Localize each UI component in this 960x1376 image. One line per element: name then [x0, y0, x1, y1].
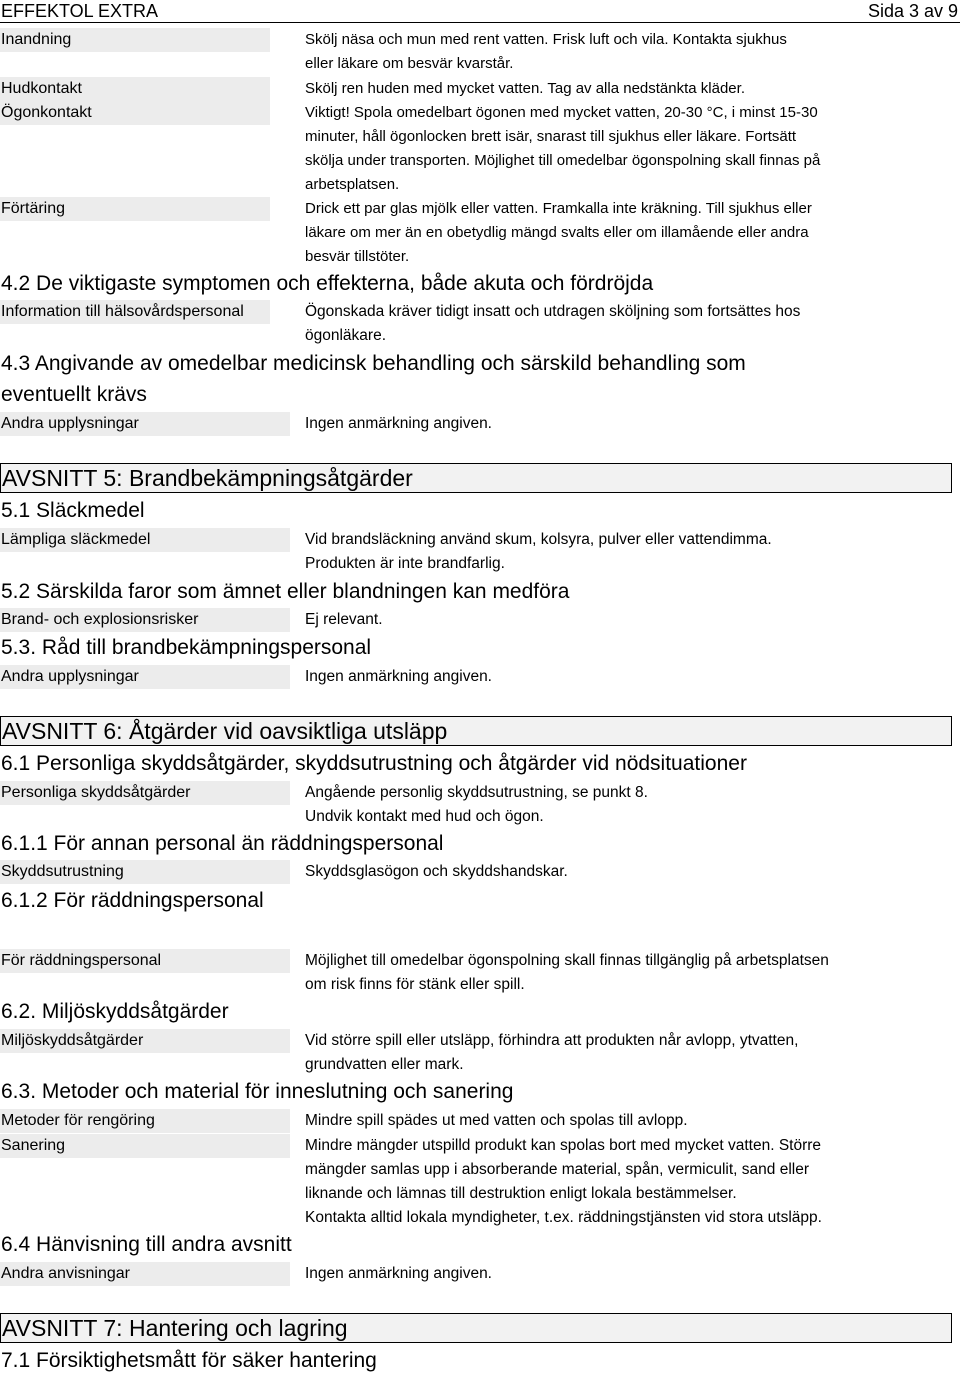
heading-6-3: 6.3. Metoder och material för inneslutning och sanering — [1, 1080, 514, 1103]
value-hudkontakt: Skölj ren huden med mycket vatten. Tag av alla nedstänkta kläder. — [305, 80, 745, 97]
value-metoder-rengoring: Mindre spill spädes ut med vatten och spolas till avlopp. — [305, 1112, 688, 1129]
value-personliga-skyddsatgarder: Angående personlig skyddsutrustning, se punkt 8. Undvik kontakt med hud och ögon. — [305, 784, 648, 825]
section-title-7: AVSNITT 7: Hantering och lagring — [0, 1313, 952, 1343]
label-personliga-skyddsatgarder: Personliga skyddsåtgärder — [0, 781, 290, 805]
value-andra-upplysningar-4: Ingen anmärkning angiven. — [305, 415, 492, 432]
label-inandning: Inandning — [0, 28, 270, 52]
section-title-6: AVSNITT 6: Åtgärder vid oavsiktliga utsläpp — [0, 716, 952, 746]
heading-4-3-line2: eventuellt krävs — [1, 383, 147, 406]
value-ogonkontakt: Viktigt! Spola omedelbart ögonen med mycket vatten, 20-30 °C, i minst 15-30 minuter, håll ögonlocken brett isär, snarast till sjukhus eller läkare. Fortsätt skölja under transporten. Möjlighet till omedelbar ögonspolning skall finnas på arbetsplatsen. — [305, 104, 821, 193]
value-sanering: Mindre mängder utspilld produkt kan spolas bort med mycket vatten. Större mängder samlas upp i absorberande material, spån, vermiculit, sand eller liknande och lämnas till destruktion enligt lokala bestämmelser. Kontakta alltid lokala myndigheter, t.ex. räddningstjänsten vid stora utsläpp. — [305, 1137, 822, 1226]
heading-6-1: 6.1 Personliga skyddsåtgärder, skyddsutrustning och åtgärder vid nödsituationer — [1, 752, 747, 775]
heading-4-3-line1: 4.3 Angivande av omedelbar medicinsk behandling och särskild behandling som — [1, 352, 746, 375]
section-title-5: AVSNITT 5: Brandbekämpningsåtgärder — [0, 463, 952, 493]
heading-6-1-1: 6.1.1 För annan personal än räddningspersonal — [1, 832, 444, 855]
heading-5-3: 5.3. Råd till brandbekämpningspersonal — [1, 636, 372, 659]
heading-6-2: 6.2. Miljöskyddsåtgärder — [1, 1000, 229, 1023]
label-andra-anvisningar: Andra anvisningar — [0, 1262, 290, 1286]
heading-5-2: 5.2 Särskilda faror som ämnet eller blandningen kan medföra — [1, 580, 570, 603]
label-skyddsutrustning: Skyddsutrustning — [0, 860, 290, 884]
label-brand-explosionsrisker: Brand- och explosionsrisker — [0, 608, 290, 632]
page-header — [0, 0, 960, 23]
heading-5-1: 5.1 Släckmedel — [1, 499, 145, 522]
value-brand-explosionsrisker: Ej relevant. — [305, 611, 383, 628]
page-number: Sida 3 av 9 — [867, 1, 958, 21]
label-for-raddningspersonal: För räddningspersonal — [0, 949, 290, 973]
value-lampliga-slackmedel: Vid brandsläckning använd skum, kolsyra, pulver eller vattendimma. Produkten är inte brandfarlig. — [305, 531, 772, 572]
value-andra-upplysningar-5: Ingen anmärkning angiven. — [305, 668, 492, 685]
label-sanering: Sanering — [0, 1134, 290, 1158]
label-ogonkontakt: Ögonkontakt — [0, 101, 270, 125]
value-info-halsovard: Ögonskada kräver tidigt insatt och utdragen sköljning som fortsättes hos ögonläkare. — [305, 303, 801, 344]
heading-6-1-2: 6.1.2 För räddningspersonal — [1, 889, 264, 912]
document-title: EFFEKTOL EXTRA — [1, 1, 159, 21]
heading-4-2: 4.2 De viktigaste symptomen och effekterna, både akuta och fördröjda — [1, 272, 654, 295]
label-lampliga-slackmedel: Lämpliga släckmedel — [0, 528, 290, 552]
label-metoder-rengoring: Metoder för rengöring — [0, 1109, 290, 1133]
value-for-raddningspersonal: Möjlighet till omedelbar ögonspolning skall finnas tillgänglig på arbetsplatsen om risk finns för stänk eller spill. — [305, 952, 829, 993]
value-inandning: Skölj näsa och mun med rent vatten. Frisk luft och vila. Kontakta sjukhus eller läkare om besvär kvarstår. — [305, 31, 787, 72]
label-info-halsovard: Information till hälsovårdspersonal — [0, 300, 270, 324]
label-andra-upplysningar-5: Andra upplysningar — [0, 665, 290, 689]
value-fortaring: Drick ett par glas mjölk eller vatten. Framkalla inte kräkning. Till sjukhus eller läkare om mer än en obetydlig mängd svalts eller om illamående eller andra besvär tillstöter. — [305, 200, 812, 265]
value-miljoskyddsatgarder: Vid större spill eller utsläpp, förhindra att produkten når avlopp, ytvatten, grundvatten eller mark. — [305, 1032, 799, 1073]
heading-7-1: 7.1 Försiktighetsmått för säker hantering — [1, 1349, 377, 1372]
label-miljoskyddsatgarder: Miljöskyddsåtgärder — [0, 1029, 290, 1053]
value-skyddsutrustning: Skyddsglasögon och skyddshandskar. — [305, 863, 568, 880]
value-andra-anvisningar: Ingen anmärkning angiven. — [305, 1265, 492, 1282]
label-hudkontakt: Hudkontakt — [0, 77, 270, 101]
heading-6-4: 6.4 Hänvisning till andra avsnitt — [1, 1233, 292, 1256]
label-andra-upplysningar-4: Andra upplysningar — [0, 412, 290, 436]
label-fortaring: Förtäring — [0, 197, 270, 221]
